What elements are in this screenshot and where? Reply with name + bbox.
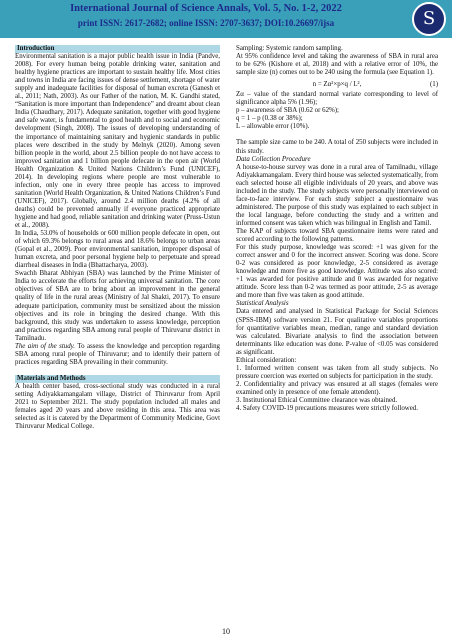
journal-issn: print ISSN: 2617-2682; online ISSN: 2707-3637; DOI:10.26697/ijsa xyxy=(77,18,335,28)
definition-q: q = 1 – p (0.38 or 38%); xyxy=(236,115,303,123)
aim-label: The aim of the study. xyxy=(15,342,76,350)
journal-logo: S xyxy=(412,2,446,36)
sampling-paragraph: At 95% confidence level and taking the awareness of SBA in rural area to be 62% (Kishore et al, 2018) and with a relative error of 10%, the sample size (n) comes out to be 240 using the formula (see Equation 1). xyxy=(236,53,438,77)
introduction-heading: Introduction xyxy=(15,45,220,53)
definition-l: L – allowable error (10%). xyxy=(236,123,310,131)
statistical-analysis-heading: Statistical Analysis xyxy=(236,300,289,308)
ethical-item-1: 1. Informed written consent was taken from all study subjects. No pressure coercion was exerted on subjects for participation in the study. xyxy=(236,364,438,380)
ethical-item-3: 3. Institutional Ethical Committee clearance was obtained. xyxy=(236,396,398,404)
ethical-item-4: 4. Safety COVID-19 precautions measures were strictly followed. xyxy=(236,405,418,413)
journal-header-bar xyxy=(0,0,452,38)
statistical-analysis-paragraph: Data entered and analysed in Statistical Package for Social Sciences (SPSS-IBM) software version 21. For qualitative variables proportions for quantitative variables mean, median, range and standard deviation was calculated. Bivariate analysis to find the association between determinants like education was done. P-value of <0.05 was considered as significant. xyxy=(236,308,438,356)
sampling-line: Sampling: Systemic random sampling. xyxy=(236,45,343,52)
formula-number: (1) xyxy=(429,81,438,89)
sample-size-formula xyxy=(236,81,438,89)
left-column xyxy=(15,45,220,431)
methods-paragraph: A health center based, cross-sectional study was conducted in a rural setting Adiyakkamangalam village, District of Thiruvarur from April 2021 to September 2021. The study population included all males and females aged 20 years and above residing in this area. This area was selected as it is catered by the Department of Community Medicine, Govt Thiruvarur Medical College. xyxy=(15,382,220,431)
formula-text: n = Zα²×p×q / L², xyxy=(312,81,362,89)
intro-paragraph-3: Swachh Bharat Abhiyan (SBA) was launched by the Prime Minister of India to accelerate the efforts for achieving universal sanitation. The core objectives of SBA are to bring about an improvement in the general quality of life in the rural areas (Ministry of Jal Shakti, 2017). To ensure adequate participation, community must be sensitized about the mission objectives and its role in bringing the desired change. With this background, this study was undertaken to assess knowledge, perception and practices regarding SBA among rural people of Thiruvarur district in Tamilnadu. xyxy=(15,270,220,342)
aim-text: To assess the knowledge and perception regarding SBA among rural people of Thiruvarur; and to identify their pattern of practices regarding SBA prevailing in their community. xyxy=(15,342,220,366)
intro-paragraph-2: In India, 53.0% of households or 600 million people defecate in open, out of which 69.3% belongs to rural areas and 18.6% belongs to urban areas (Gopal et al., 2009). Poor environmental sanitation, improper disposal of human excreta, and poor personal hygiene help to perpetuate and spread diarrheal diseases in India (Bhattacharya, 2003). xyxy=(15,230,220,270)
ethical-heading: Ethical consideration: xyxy=(236,356,297,364)
methods-heading: Materials and Methods xyxy=(15,375,220,383)
ethical-item-2: 2. Confidentiality and privacy was ensured at all stages (females were examined only in presence of one female attendent). xyxy=(236,380,438,396)
journal-title: International Journal of Science Annals, Vol. 5, No. 1-2, 2022 xyxy=(70,3,342,14)
right-column xyxy=(236,45,438,413)
definition-p: p – awareness of SBA (0.62 or 62%); xyxy=(236,107,339,115)
data-collection-paragraph-3: For this study purpose, knowledge was scored: +1 was given for the correct answer and 0 for the incorrect answer. Scoring was done. Score 0-2 was considered as poor knowledge, 2-5 considered as average knowledge and more five as good knowledge. Attitude was also scored: +1 was awarded for positive attitude and 0 was awarded for negative attitude. Score less than 0-2 was termed as poor attitude, 2-5 as average and more than five was taken as good attitude. xyxy=(236,244,438,300)
data-collection-heading: Data Collection Procedure xyxy=(236,155,311,163)
page-number: 10 xyxy=(222,627,230,636)
intro-paragraph-1: Environmental sanitation is a major public health issue in India (Pandve, 2008). For every human being potable drinking water, sanitation and healthy hygiene practices are important to sustain healthy life. Most cities and towns in India are facing issues of dense settlement, shortage of water supply and inadequate facilities for disposal of human excreta (Ganesh et al., 2011; Nath, 2003). As our Father of the nation, M. K. Gandhi stated, “Sanitation is more important than Independence” and dreamt about clean India (Chaudhary, 2017). Adequate sanitation, together with good hygiene and safe water, is fundamental to good health and to social and economic development (Singh, 2008). The issues of developing understanding of the importance of maintaining sanitary and hygienic standards in public places were described in the study by Melnyk (2020). Among seven billion people in the world, about 2.5 billion people do not have access to improved sanitation and 1 billion people defecate in the open air (World Health Organization & United Nations Children’s Fund (UNICEF), 2014). In developing regions where people are most vulnerable to infection, only one in every three people has access to improved sanitation (World Health Organization, & United Nations Children’s Fund (UNICEF), 2017). Globally, around 2.4 million deaths (4.2% of all deaths) could be prevented annually if everyone practiced appropriate hygiene and had good, reliable sanitation and drinking water (Pruss-Ustun et al., 2008). xyxy=(15,53,220,230)
data-collection-paragraph-1: A house-to-house survey was done in a rural area of Tamilnadu, village Adiyakkamangalam. Every third house was selected systematically, from each selected house all eligible individuals of 20 years, and above was included in the study. The study subjects were personally interviewed on face-to-face interview. For each study subject a questionnaire was administered. The purpose of this study was explained to each subject in the local language, before conducting the study and a written and informed consent was taken which was bilingual in English and Tamil. xyxy=(236,163,438,227)
aim-paragraph xyxy=(15,343,220,367)
data-collection-paragraph-2: The KAP of subjects toward SBA questionnaire items were rated and scored according to the following patterns. xyxy=(236,227,438,244)
definition-zalpha: Zα – value of the standard normal variate corresponding to level of significance alpha 5% (1.96); xyxy=(236,91,438,107)
sample-size-paragraph: The sample size came to be 240. A total of 250 subjects were included in this study. xyxy=(236,139,438,155)
